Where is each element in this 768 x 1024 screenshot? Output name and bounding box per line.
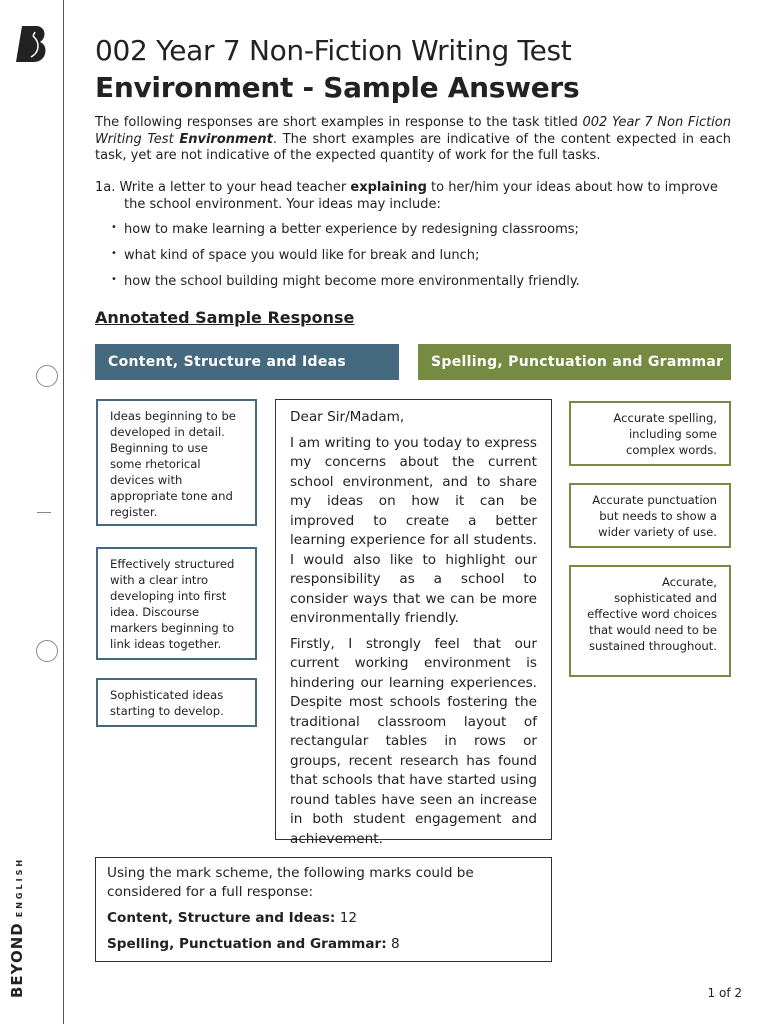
brand-logo <box>16 24 50 68</box>
list-item: • what kind of space you would like for break and lunch; <box>124 248 479 263</box>
annotation-left: Ideas beginning to be developed in detail. Beginning to use some rhetorical devices with appropriate tone and register. <box>96 399 257 526</box>
marks-spg: Spelling, Punctuation and Grammar: 8 <box>107 936 400 952</box>
page-number: 1 of 2 <box>707 986 742 1000</box>
annotation-right: Accurate punctuation but needs to show a wider variety of use. <box>569 483 731 548</box>
sample-letter <box>275 399 552 847</box>
punch-hole <box>36 640 58 662</box>
annotation-right: Accurate spelling, including some complex words. <box>569 401 731 466</box>
annotation-left: Sophisticated ideas starting to develop. <box>96 678 257 727</box>
list-item: • how the school building might become more environmentally friendly. <box>124 274 580 289</box>
letter-paragraph: Firstly, I strongly feel that our current working environment is hindering our learning experiences. Despite most schools fostering the traditional classroom layout of rectangular tables in rows or groups, recent research has found that schools that have started using round tables have seen an increase in both student engagement and achievement. <box>290 635 537 847</box>
brand-wordmark <box>8 857 26 998</box>
section-title: Annotated Sample Response <box>95 308 355 327</box>
margin-line <box>63 0 64 1024</box>
intro-paragraph: The following responses are short examples in response to the task titled 002 Year 7 Non Fiction Writing Test Environment. The short examples are indicative of the content expected in each task, yet are not indicative of the expected quantity of work for the full tasks. <box>95 115 732 163</box>
list-item: • how to make learning a better experience by redesigning classrooms; <box>124 222 579 237</box>
header-content-structure: Content, Structure and Ideas <box>95 344 399 380</box>
page-title: 002 Year 7 Non-Fiction Writing Test <box>95 34 572 67</box>
marks-box <box>95 857 552 962</box>
marks-csi: Content, Structure and Ideas: 12 <box>107 910 358 926</box>
annotation-right: Accurate, sophisticated and effective word choices that would need to be sustained throughout. <box>569 565 731 677</box>
annotation-left: Effectively structured with a clear intro developing into first idea. Discourse markers beginning to link ideas together. <box>96 547 257 660</box>
header-spag: Spelling, Punctuation and Grammar <box>418 344 731 380</box>
brand-sub: ENGLISH <box>15 856 24 918</box>
fold-mark <box>37 512 51 513</box>
letter-greeting: Dear Sir/Madam, <box>290 409 405 425</box>
brand-name: BEYOND <box>8 922 26 998</box>
punch-hole <box>36 365 58 387</box>
marks-intro: Using the mark scheme, the following marks could be considered for a full response: <box>107 865 474 900</box>
task-prompt: 1a. Write a letter to your head teacher explaining to her/him your ideas about how to improve the school environment. Your ideas may include: <box>95 180 718 212</box>
letter-paragraph: I am writing to you today to express my concerns about the current school environment, and to share my ideas on how it can be improved to create a better learning experience for all students. I would also like to highlight our responsibility as a school to consider ways that we can be more environmentally friendly. <box>290 434 537 626</box>
page-subtitle: Environment - Sample Answers <box>95 71 580 104</box>
